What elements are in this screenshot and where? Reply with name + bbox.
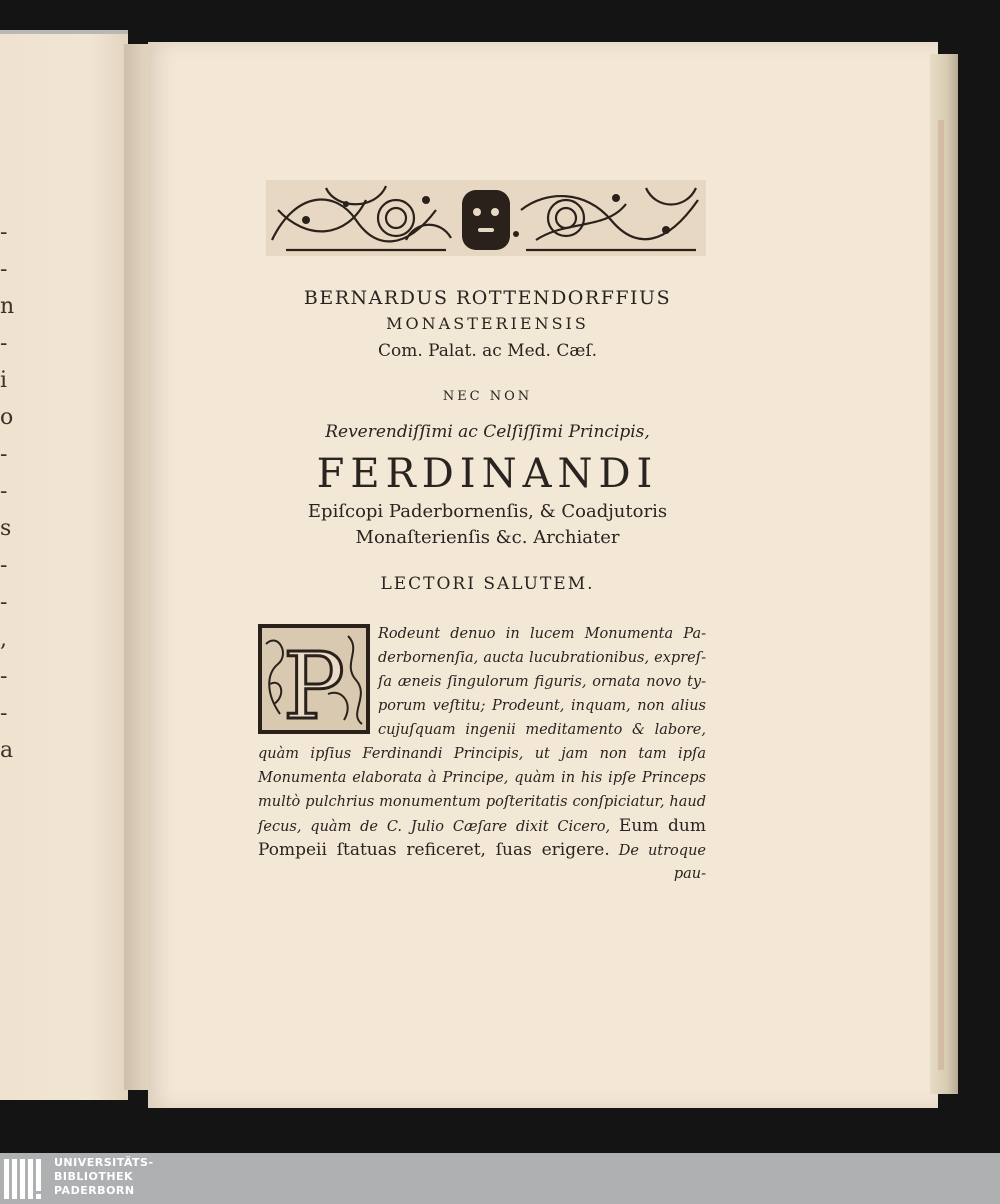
author-title: Com. Palat. ac Med. Cæſ. [377, 341, 598, 361]
left-page [0, 30, 128, 1100]
left-page-char: - [0, 442, 8, 467]
author-name: BERNARDUS ROTTENDORFFIUS [303, 287, 672, 309]
left-page-char: o [0, 405, 14, 430]
logo-line-3: PADERBORN [54, 1184, 135, 1197]
left-page-char: n [0, 294, 14, 319]
left-page-char: - [0, 701, 8, 726]
body-line-10 [258, 838, 706, 862]
logo-line-1: UNIVERSITÄTS- [54, 1156, 154, 1169]
decorated-initial [258, 624, 370, 734]
initial-letter: P [283, 633, 345, 734]
logo-line-2: BIBLIOTHEK [54, 1170, 134, 1183]
catchword: pau- [673, 866, 706, 882]
left-page-char: - [0, 331, 8, 356]
left-page-char: i [0, 368, 8, 393]
body-line-9-roman: Eum dum [618, 816, 706, 836]
left-page-char: - [0, 590, 8, 615]
body-line-4: porum veſtitu; Prodeunt, inquam, non alius [378, 698, 706, 714]
library-logo-text [54, 1156, 154, 1198]
lectori-salutem: LECTORI SALUTEM. [380, 574, 595, 594]
left-page-char: - [0, 257, 8, 282]
left-page-char: - [0, 553, 8, 578]
body-line-7: Monumenta elaborata à Principe, quàm in his ipſe Princeps [258, 770, 706, 786]
body-line-10-italic: De utroque [618, 843, 706, 859]
left-page-char: , [0, 627, 7, 652]
title-block [250, 285, 725, 599]
body-line-9-italic: ſecus, quàm de C. Julio Cæſare dixit Cicero, [258, 819, 611, 835]
nec-non: NEC NON [442, 389, 533, 404]
library-logo-icon [4, 1157, 48, 1201]
page-edge-stain [938, 120, 944, 1070]
left-page-text-fragments [0, 214, 14, 769]
episcopi-line-2: Monaſterienſis &c. Archiater [355, 527, 620, 548]
author-origin: MONASTERIENSIS [386, 314, 589, 333]
body-text [258, 622, 706, 902]
body-line-6: quàm ipſius Ferdinandi Principis, ut jam non tam ipſa [258, 746, 706, 762]
body-line-1: Rodeunt denuo in lucem Monumenta Pa- [378, 626, 706, 642]
body-line-9 [258, 814, 706, 838]
body-line-10-roman: Pompeii ſtatuas reficeret, ſuas erigere. [258, 840, 610, 860]
body-line-2: derbornenſia, aucta lucubrationibus, expreſ- [378, 650, 706, 666]
left-page-char: - [0, 479, 8, 504]
body-line-5: cujuſquam ingenii meditamento & labore, [378, 722, 706, 738]
body-line-8: multò pulchrius monumentum poſteritatis conſpiciatur, haud [258, 794, 706, 810]
ferdinandi-heading: FERDINANDI [316, 451, 659, 497]
ornamental-headpiece [266, 180, 706, 256]
left-page-char: - [0, 664, 8, 689]
reverend-line: Reverendiſſimi ac Celſiſſimi Principis, [325, 422, 650, 442]
page-edge [930, 54, 958, 1094]
left-page-char: s [0, 516, 12, 541]
library-footer-bar [0, 1153, 1000, 1204]
episcopi-line-1: Epiſcopi Paderbornenſis, & Coadjutoris [307, 501, 668, 522]
left-page-char: - [0, 220, 8, 245]
left-page-char: a [0, 738, 14, 763]
body-line-3: ſa æneis ſingulorum figuris, ornata novo ty- [378, 674, 706, 690]
